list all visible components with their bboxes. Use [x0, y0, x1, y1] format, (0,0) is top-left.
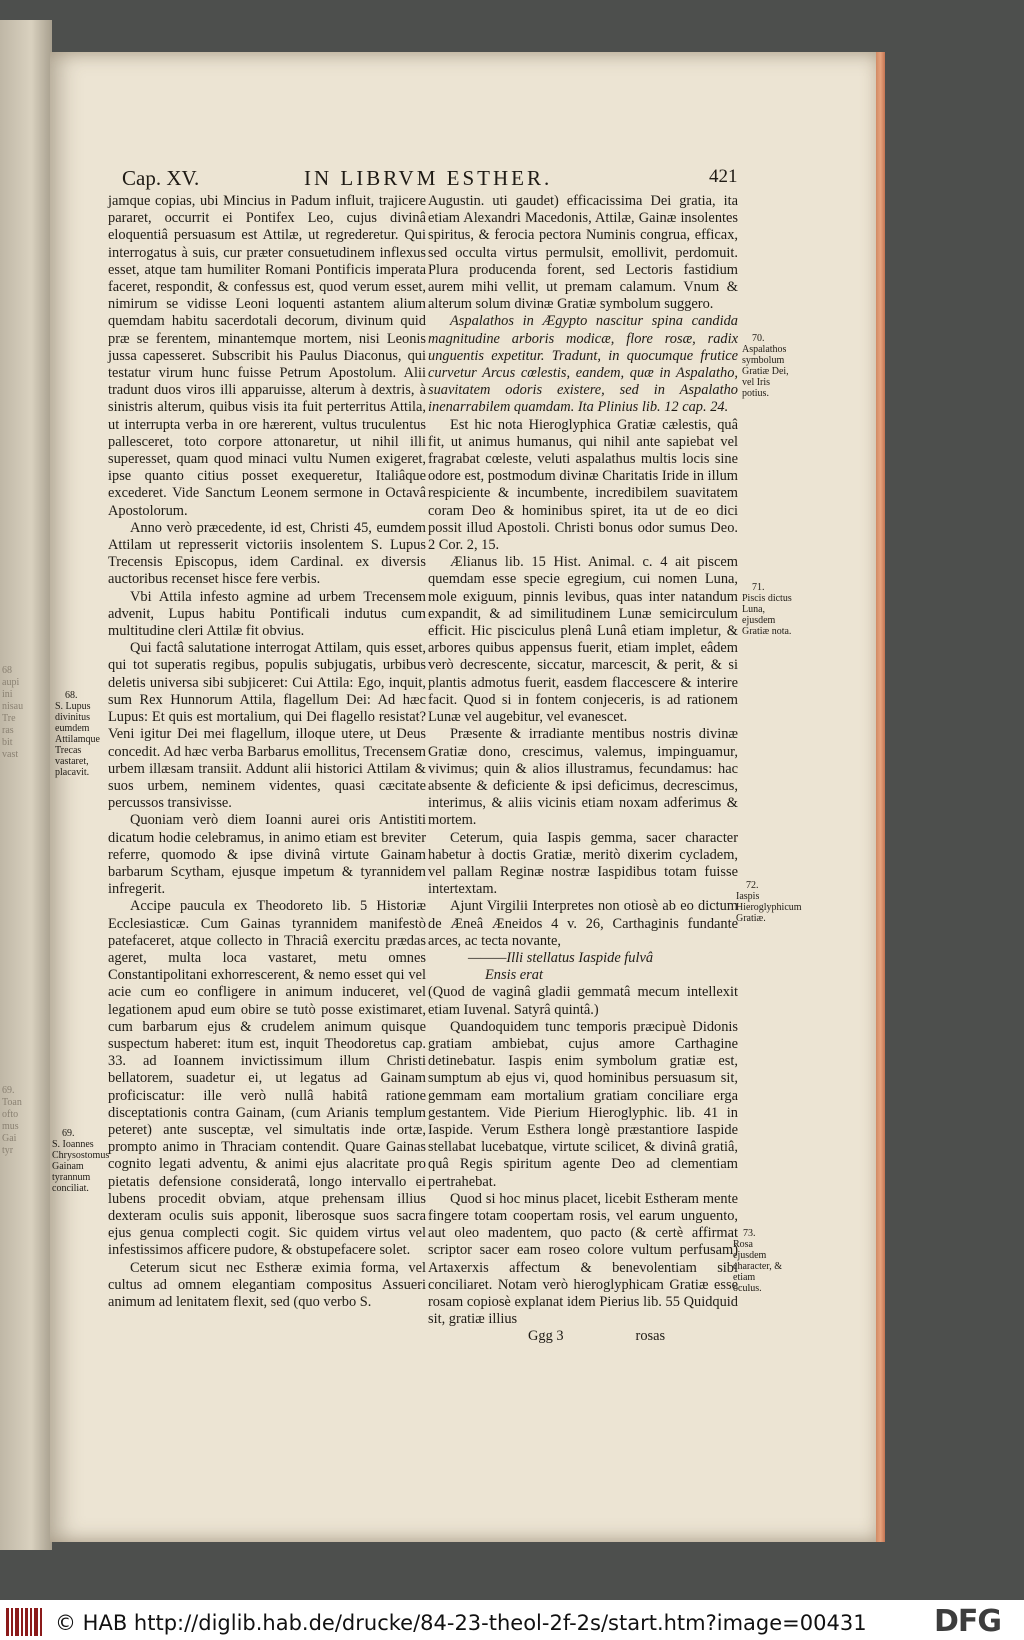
previous-page-edge [0, 20, 52, 1550]
paragraph: Quod si hoc minus placet, licebit Estheram mente fingere totam coopertam rosis, vel earum unguento, aut oleo madentem, quo pacto (& certè affirmat scriptor sacer eam roseo colore vultum perfusam) Artaxerxis affectum & benevolentiam sibi conciliaret. Notam verò hieroglyphicam Gratiæ esse rosam copiosè explanat idem Pierius lib. 55 Quidquid sit, gratiæ illius [428, 1190, 738, 1328]
paragraph: Quandoquidem tunc temporis præcipuè Didonis gratiam ambiebat, cujus amore Carthagine detinebatur. Iaspis enim symbolum gratiæ est, sumptum ab ejus vi, quod hominibus persuasum sit, gemmam eam mortalium gratiam conciliare erga gestantem. Vide Pierium Hieroglyphic. lib. 41 in Iaspide. Verum Esthera longè præstantiore Iaspide stellabat lucebatque, virtute scilicet, & divinâ gratiâ, quâ Regis spiritum agente Deo ad clementiam pertrahebat. [428, 1018, 738, 1190]
margin-note-text: Piscis dictus Luna, ejusdem Gratiæ nota. [742, 593, 792, 637]
paragraph: Ælianus lib. 15 Hist. Animal. c. 4 ait piscem quemdam esse specie egregium, cui nomen Luna, mole exiguum, pinnis levibus, quas inter natandum expandit, & ad similitudinem Lunæ semicirculum efficit. Hic pisciculus plenâ Lunâ etiam impletur, & arbores quibus appensus fuerit, etiam implet, eâdem verò decrescente, siccatur, marcescit, & perit, & si plantis admotus fuerit, easdem flaccescere & interire facit. Quod si in fontem conjeceris, is ad rationem Lunæ vel augebitur, vel evanescet. [428, 554, 738, 726]
margin-note-73 [733, 1228, 785, 1294]
paragraph: Vbi Attila infesto agmine ad urbem Trecensem advenit, Lupus habitu Pontificali indutus cum multitudine cleri Attilæ fit obvius. [108, 588, 426, 640]
previous-page-note: aupi [2, 677, 20, 688]
dfg-logo: DFG [934, 1604, 1002, 1639]
previous-page-note: mus [2, 1121, 19, 1132]
previous-page-note: tyr [2, 1145, 14, 1156]
previous-page-note: vast [2, 749, 19, 760]
margin-note-text: Rosa ejusdem character, & etiam oculus. [733, 1239, 783, 1294]
previous-page-note: 69. [2, 1085, 15, 1096]
margin-note-69 [52, 1128, 110, 1194]
previous-page-note: ini [2, 689, 13, 700]
paragraph: Accipe paucula ex Theodoreto lib. 5 Historiæ Ecclesiasticæ. Cum Gainas tyrannidem manifestò patefaceret, atque collecto in Thraciâ exercitu prædas ageret, multa loca vastaret, metu omnes Constantipolitani exhorrescerent, & nemo esset qui vel acie cum eo confligere in animum induceret, vel legationem apud eum obire se tutò posse existimaret, cum barbarum ejus & crudelem animum quisque suspectum haberet: itum est, inquit Theodoretus cap. 33. ad Ioannem invictissimum illum Christi bellatorem, suadetur ei, ut legatus ad Gainam proficiscatur: ille verò nullâ habitâ ratione disceptationis contra Gainam, (cum Arianis templum peteret) ante susceptæ, vel simultatis inde ortæ, prompto animo in Thraciam contendit. Quare Gainas cognito legati adventu, & animi ejus alacritate pro pietatis defensione consideratâ, longo intervallo ei lubens procedit obviam, atque prehensam illius dexteram oculis suis apponit, liberosque suos sacra ejus genua complecti cogit. Sic quidem virtus vel infestissimos afficere pudore, & obstupefacere solet. [108, 898, 426, 1259]
margin-note-number: 68. [65, 690, 78, 701]
paragraph: Ajunt Virgilii Interpretes non otiosè ab eo dictum de Æneâ Æneidos 4 v. 26, Carthaginis fundante arces, ac tecta novante, [428, 898, 738, 949]
margin-note-70 [742, 333, 794, 399]
margin-note-72 [736, 880, 802, 924]
paragraph: jamque copias, ubi Mincius in Padum influit, trajicere pararet, occurrit ei Pontifex Leo, cujus divinâ eloquentiâ persuasum est Attilæ, ut regrederetur. Qui interrogatus à suis, cur præter consuetudinem inflexus esset, atque tam humiliter Romani Pontificis imperata faceret, respondit, & confessus est, quod verum esset, nimirum se vidisse Leoni loquenti astantem alium quemdam habitu sacerdotali decorum, divinum quid præ se ferentem, minantemque mortem, nisi Leonis jussa capesseret. Subscribit his Paulus Diaconus, qui testatur virum hunc fuisse Petrum Apostolum. Alii tradunt duos viros illi apparuisse, alterum à dextris, à sinistris alterum, quibus visis ita fuit perterritus Attila, ut interrupta verba in ore hærerent, vultus truculentus pallesceret, toto corpore attonaretur, ut nihil illi superesset, quam quod minaci vultu Numen exigeret, ipse quanto citius posset exequeretur, Italiâque excederet. Vide Sanctum Leonem sermone in Octavâ Apostolorum. [108, 193, 426, 519]
paragraph: Augustin. uti gaudet) efficacissima Dei gratia, ita etiam Alexandri Macedonis, Attilæ, Gainæ insolentes spiritus, & ferocia pectora Numinis congrua, efficax, sed occulta virtus permulsit, emollivit, perdomuit. Plura producenda forent, sed Lectoris fastidium aurem mihi vellit, ut premam calamum. Vnum & alterum solum divinæ Gratiæ symbolum suggero. [428, 193, 738, 313]
paragraph: Ensis erat [485, 967, 543, 984]
page-header [122, 166, 742, 190]
page-edge-red [876, 52, 885, 1542]
previous-page-note: Toan [2, 1097, 22, 1108]
margin-note-text: Iaspis Hieroglyphicum Gratiæ. [736, 891, 802, 924]
paragraph: (Quod de vaginâ gladii gemmatâ mecum intellexit etiam Iuvenal. Satyrâ quintâ.) [428, 984, 738, 1018]
running-title: IN LIBRVM ESTHER. [304, 166, 553, 190]
paragraph: Aspalathos in Ægypto nascitur spina candida magnitudine arboris modicæ, flore rosæ, radix unguentis expetitur. Tradunt, in quocumque frutice curvetur Arcus cœlestis, eandem, quæ in Aspalatho, suavitatem odoris existere, sed in Aspalatho inenarrabilem quamdam. Ita Plinius lib. 12 cap. 24. [428, 313, 738, 416]
margin-note-number: 73. [743, 1228, 756, 1239]
footer-bar [0, 1600, 1024, 1640]
copyright-link[interactable]: © HAB http://diglib.hab.de/drucke/84-23-theol-2f-2s/start.htm?image=00431 [55, 1611, 867, 1635]
previous-page-note: bit [2, 737, 13, 748]
previous-page-note: Gai [2, 1133, 17, 1144]
paragraph: Qui factâ salutatione interrogat Attilam, quis esset, qui tot superatis regibus, populis subjugatis, urbibus deletis universa sibi subjiceret: Cui Attila: Ego, inquit, sum Rex Hunnorum Attila, flagellum Dei: Ad hæc Lupus: Et quis est mortalium, qui Dei flagello resistat? Veni igitur Dei mei flagellum, illoque utere, ut Deus concedit. Ad hæc verba Barbarus emollitus, Trecensem urbem illæsam transiit. Addunt alii historici Attilam & suos urbem, neminem videntes, quasi cæcitate percussos transivisse. [108, 640, 426, 812]
margin-note-text: S. Lupus divinitus eumdem Attilamque Trecas vastaret, placavit. [55, 701, 100, 778]
margin-note-71 [742, 582, 794, 637]
left-column [108, 193, 426, 1311]
paragraph: Ggg 3 rosas [528, 1328, 666, 1345]
paragraph: Ceterum, quia Iaspis gemma, sacer character habetur à doctis Gratiæ, meritò dixerim cycladem, vel pallam Reginæ nostræ Iaspidibus totam fuisse intertextam. [428, 829, 738, 898]
previous-page-note: nisau [2, 701, 24, 712]
page-number: 421 [709, 166, 738, 187]
margin-note-text: Aspalathos symbolum Gratiæ Dei, vel Iris potius. [742, 344, 789, 399]
previous-page-note: 68 [2, 665, 12, 676]
right-column [428, 193, 738, 1346]
paragraph: Præsente & irradiante mentibus nostris divinæ Gratiæ dono, crescimus, valemus, impinguamur, vivimus; quin & alios illustramus, fecundamus: hac absente & deficiente & ipsi deficimus, decrescimus, interimus, & aliis vicinis etiam noxam adferimus & mortem. [428, 726, 738, 829]
paragraph: Est hic nota Hieroglyphica Gratiæ cælestis, quâ fit, ut animus humanus, qui nihil ante sapiebat vel fragrabat cœleste, veluti aspalathus multis locis sine odore est, postmodum divinæ Charitatis Iride in illum respiciente & incumbente, incredibilem suavitatem coram Deo & hominibus spiret, ita ut de eo dici possit illud Apostoli. Christi bonus odor sumus Deo. 2 Cor. 2, 15. [428, 416, 738, 554]
margin-note-number: 71. [752, 582, 765, 593]
paragraph: ———Illi stellatus Iaspide fulvâ [468, 949, 654, 966]
margin-note-68 [55, 690, 107, 778]
barcode-icon [6, 1608, 46, 1636]
previous-page-note: ofto [2, 1109, 19, 1120]
paragraph: Anno verò præcedente, id est, Christi 45, eumdem Attilam ut represserit victoriis insolentem S. Lupus Trecensis Episcopus, idem Cardinal. ex diversis auctoribus recenset hisce fere verbis. [108, 519, 426, 588]
previous-page-note: ras [2, 725, 14, 736]
margin-note-number: 70. [752, 333, 765, 344]
previous-page-note: Tre [2, 713, 16, 724]
paragraph: Ceterum sicut nec Estheræ eximia forma, vel cultus ad omnem elegantiam compositus Assueri animum ad lenitatem flexit, sed (quo verbo S. [108, 1259, 426, 1310]
paragraph: Quoniam verò diem Ioanni aurei oris Antistiti dicatum hodie celebramus, in animo etiam est breviter referre, quomodo & ipse divinâ virtute Gainam barbarum Scytham, ejusque impetum & tyrannidem infregerit. [108, 812, 426, 898]
margin-note-number: 72. [746, 880, 759, 891]
margin-note-text: S. Ioannes Chrysostomus Gainam tyrannum conciliat. [52, 1139, 110, 1194]
margin-note-number: 69. [62, 1128, 75, 1139]
chapter-label: Cap. XV. [122, 166, 200, 190]
